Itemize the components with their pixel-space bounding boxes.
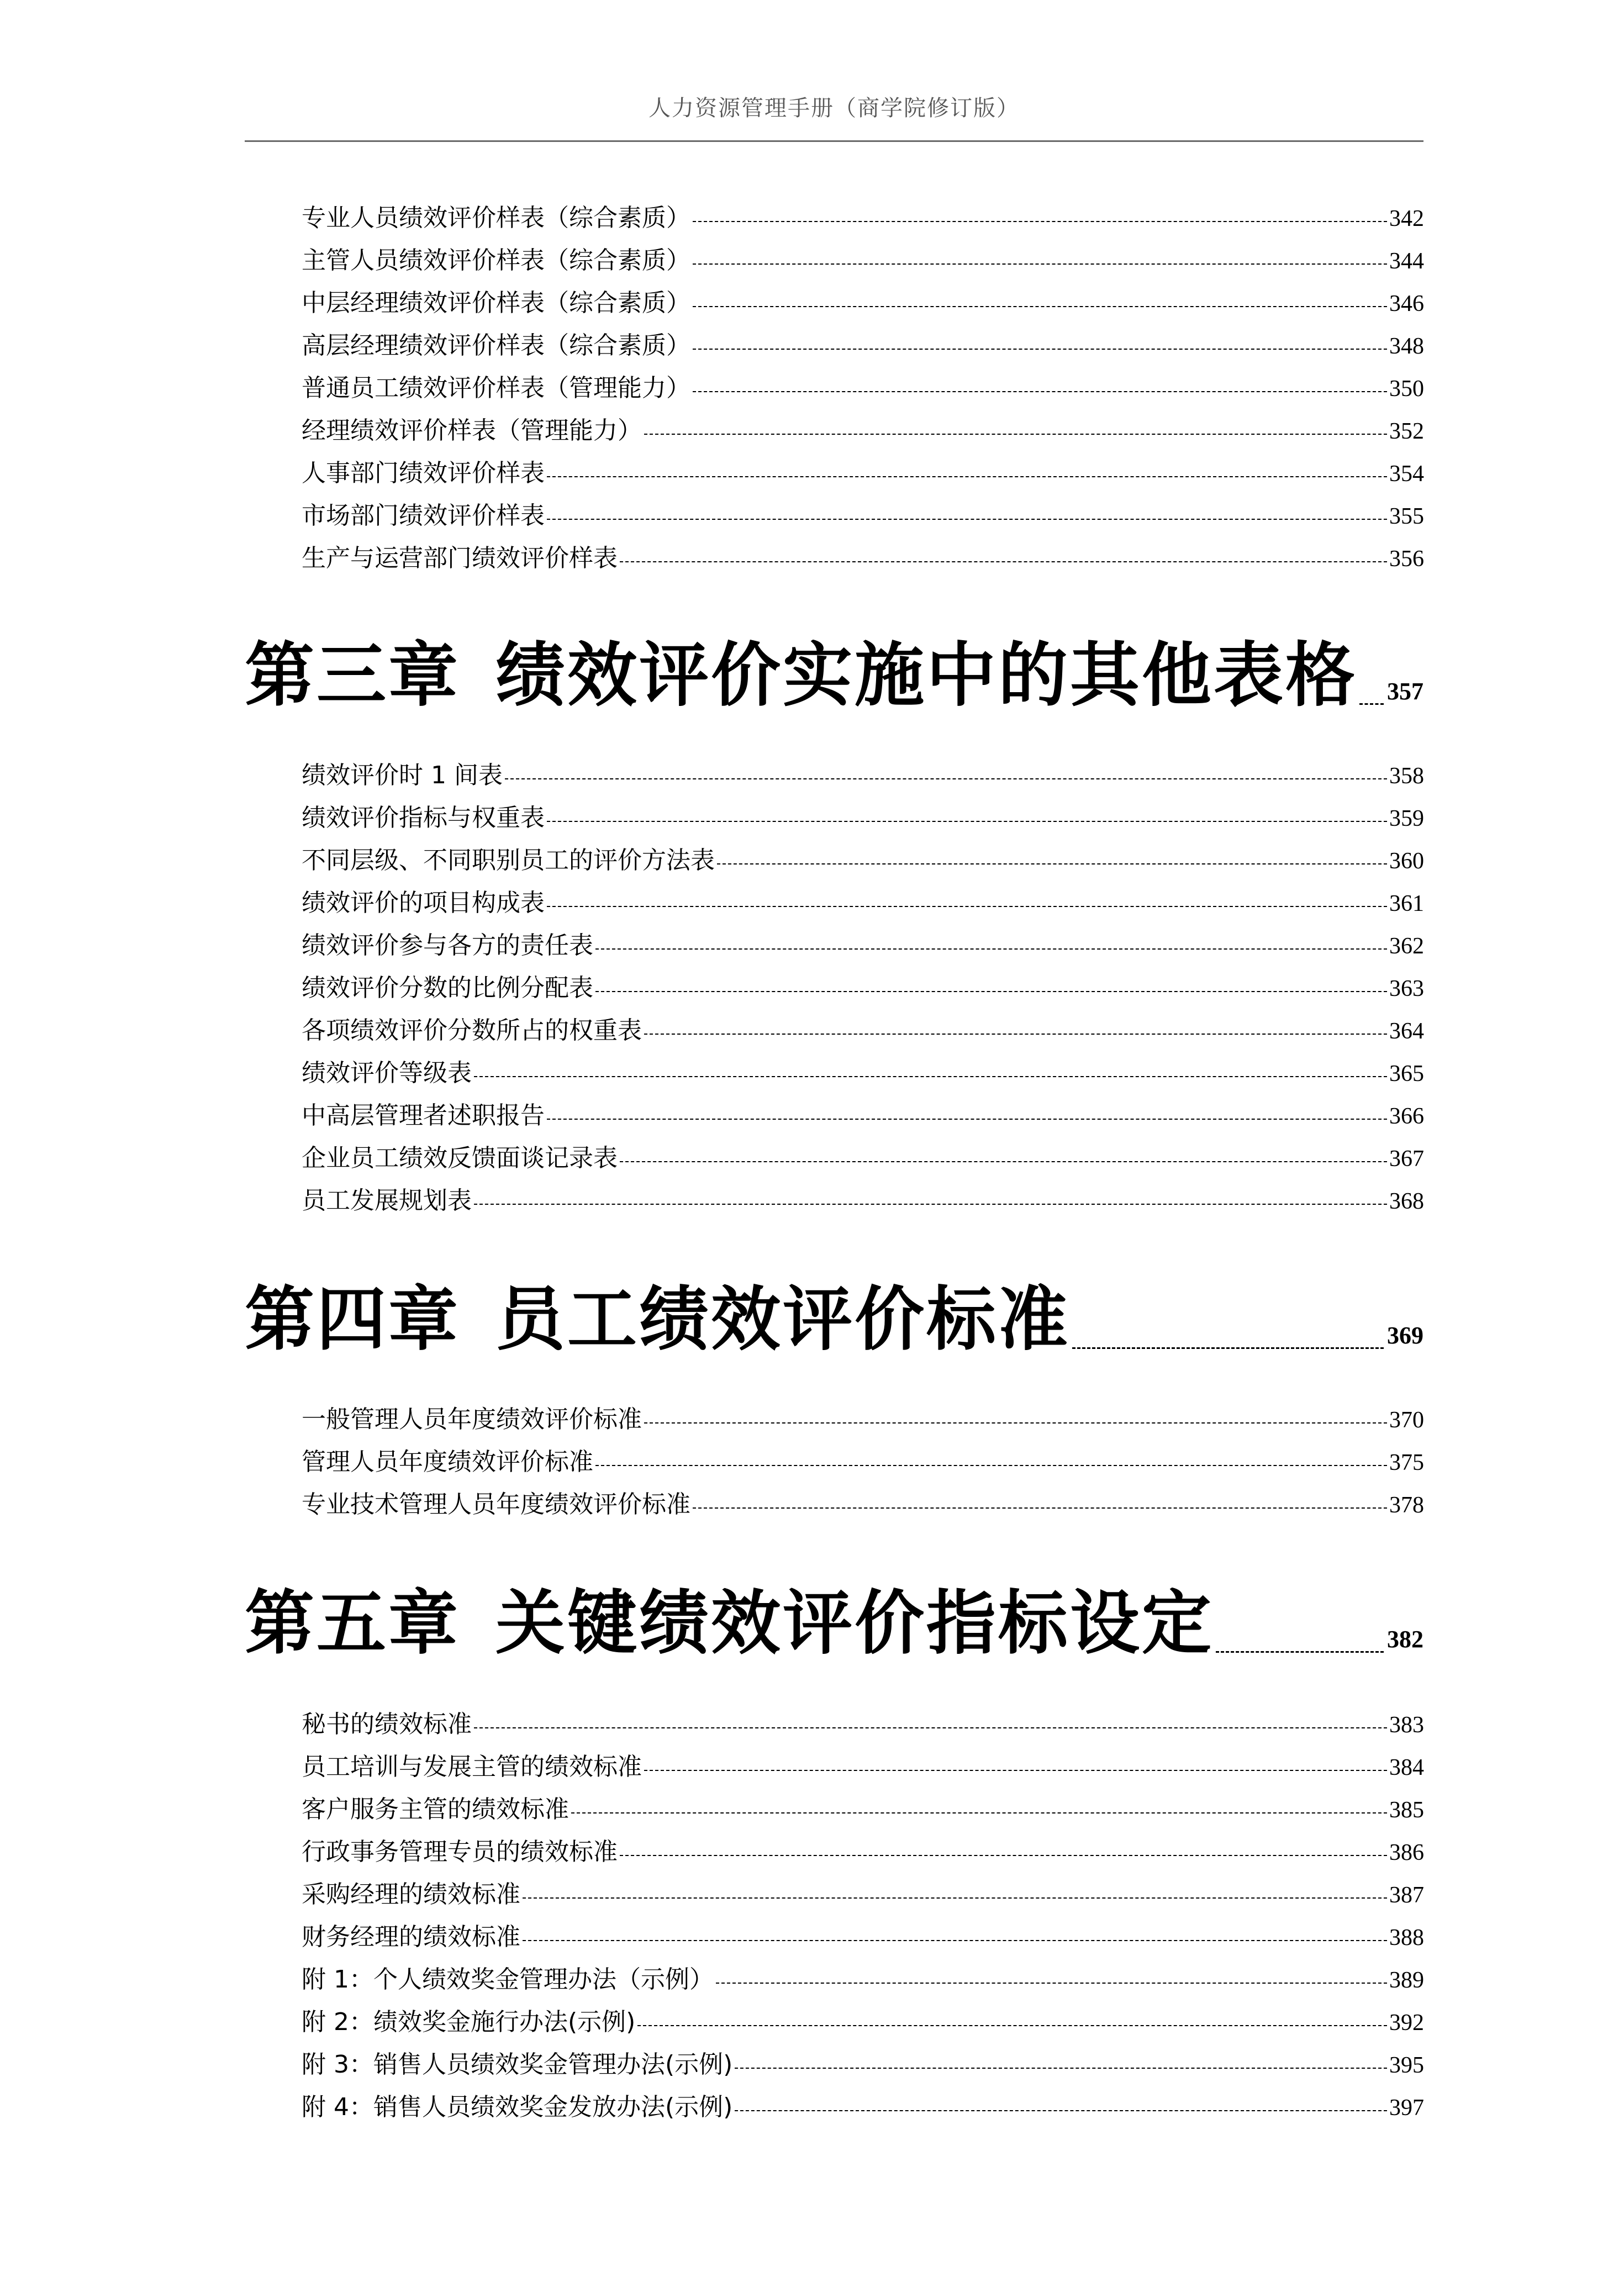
toc-entry-title: 附 3：销售人员绩效奖金管理办法(示例) — [302, 2050, 733, 2079]
toc-entry-page: 342 — [1389, 206, 1424, 231]
dot-leader — [523, 1940, 1387, 1941]
running-header: 人力资源管理手册（商学院修订版） — [648, 96, 1020, 121]
toc-entry[interactable] — [302, 882, 1424, 924]
toc-entry[interactable] — [302, 2043, 1424, 2086]
toc-entry[interactable] — [302, 1873, 1424, 1916]
toc-entry-page: 354 — [1389, 461, 1424, 487]
chapter-heading[interactable] — [245, 1273, 1423, 1367]
dot-leader — [474, 1204, 1387, 1205]
dot-leader — [717, 863, 1387, 864]
toc-entry-page: 355 — [1389, 504, 1424, 529]
toc-entry[interactable] — [302, 1398, 1424, 1441]
toc-entry[interactable] — [302, 967, 1424, 1009]
toc-entry-title: 绩效评价分数的比例分配表 — [302, 974, 593, 1002]
dot-leader — [547, 821, 1387, 822]
toc-entry-page: 360 — [1389, 848, 1424, 874]
toc-entry[interactable] — [302, 1137, 1424, 1179]
toc-entry-page: 385 — [1389, 1797, 1424, 1823]
toc-entry-page: 356 — [1389, 546, 1424, 572]
toc-entry-page: 383 — [1389, 1712, 1424, 1738]
toc-entry-title: 绩效评价的项目构成表 — [302, 889, 545, 917]
dot-leader — [644, 1034, 1387, 1035]
chapter-title: 绩效评价实施中的其他表格 — [495, 635, 1357, 716]
toc-entry[interactable] — [302, 1831, 1424, 1873]
toc-entry-title: 绩效评价时 1 间表 — [302, 761, 503, 789]
header-rule — [245, 140, 1423, 142]
toc-entry-title: 不同层级、不同职别员工的评价方法表 — [302, 846, 715, 874]
dot-leader — [620, 561, 1387, 562]
dot-leader — [693, 306, 1387, 307]
toc-entry-title: 中层经理绩效评价样表（综合素质） — [302, 289, 690, 317]
toc-entry-page: 389 — [1389, 1968, 1424, 1993]
toc-entry[interactable] — [302, 239, 1424, 282]
dot-leader — [620, 1855, 1387, 1856]
chapter-page: 369 — [1387, 1322, 1423, 1349]
toc-entry-page: 388 — [1389, 1925, 1424, 1950]
chapter-page: 382 — [1387, 1626, 1423, 1653]
toc-entry-page: 350 — [1389, 376, 1424, 402]
toc-entry-title: 主管人员绩效评价样表（综合素质） — [302, 246, 690, 275]
chapter-heading[interactable] — [245, 629, 1423, 723]
toc-entry[interactable] — [302, 1958, 1424, 2001]
toc-entry-title: 市场部门绩效评价样表 — [302, 502, 545, 530]
toc-entry-page: 346 — [1389, 291, 1424, 317]
toc-entry[interactable] — [302, 537, 1424, 579]
toc-entry-title: 生产与运营部门绩效评价样表 — [302, 544, 618, 572]
toc-entry[interactable] — [302, 924, 1424, 967]
toc-entry-page: 361 — [1389, 891, 1424, 916]
toc-entry[interactable] — [302, 282, 1424, 324]
toc-entry-page: 344 — [1389, 249, 1424, 274]
toc-entry[interactable] — [302, 797, 1424, 839]
toc-entry-title: 专业人员绩效评价样表（综合素质） — [302, 204, 690, 232]
toc-entry-title: 人事部门绩效评价样表 — [302, 459, 545, 487]
toc-entry[interactable] — [302, 1094, 1424, 1137]
toc-entry[interactable] — [302, 839, 1424, 882]
toc-entry[interactable] — [302, 754, 1424, 797]
dot-leader — [547, 1119, 1387, 1120]
toc-entry-page: 370 — [1389, 1407, 1424, 1433]
dot-leader — [547, 906, 1387, 907]
toc-entry-title: 经理绩效评价样表（管理能力） — [302, 417, 642, 445]
toc-entry-title: 员工培训与发展主管的绩效标准 — [302, 1753, 642, 1781]
toc-entry-title: 采购经理的绩效标准 — [302, 1880, 520, 1909]
toc-entry-page: 392 — [1389, 2010, 1424, 2036]
dot-leader — [1359, 703, 1384, 705]
chapter-page: 357 — [1387, 678, 1423, 705]
chapter-title: 关键绩效评价指标设定 — [495, 1583, 1214, 1664]
toc-entry-title: 绩效评价参与各方的责任表 — [302, 931, 593, 960]
toc-entry[interactable] — [302, 409, 1424, 452]
dot-leader — [523, 1897, 1387, 1899]
toc-entry-title: 普通员工绩效评价样表（管理能力） — [302, 374, 690, 402]
dot-leader — [644, 1422, 1387, 1424]
toc-entry-title: 高层经理绩效评价样表（综合素质） — [302, 331, 690, 360]
toc-entry[interactable] — [302, 1703, 1424, 1746]
toc-entry-title: 中高层管理者述职报告 — [302, 1101, 545, 1130]
toc-entry-page: 375 — [1389, 1450, 1424, 1475]
chapter-number: 第四章 — [245, 1279, 460, 1360]
dot-leader — [644, 434, 1387, 435]
dot-leader — [505, 778, 1387, 779]
chapter-number: 第三章 — [245, 635, 460, 716]
toc-entry-title: 附 2：绩效奖金施行办法(示例) — [302, 2008, 636, 2036]
toc-entry[interactable] — [302, 1483, 1424, 1526]
toc-entry-page: 387 — [1389, 1883, 1424, 1908]
toc-entry-title: 客户服务主管的绩效标准 — [302, 1795, 569, 1823]
chapter-heading[interactable] — [245, 1577, 1423, 1670]
dot-leader — [1216, 1651, 1384, 1653]
dot-leader — [693, 263, 1387, 265]
toc-entry[interactable] — [302, 1916, 1424, 1958]
dot-leader — [547, 519, 1387, 520]
toc-entry-page: 386 — [1389, 1840, 1424, 1865]
dot-leader — [735, 2110, 1387, 2111]
dot-leader — [1072, 1347, 1384, 1349]
toc-entry-title: 一般管理人员年度绩效评价标准 — [302, 1405, 642, 1433]
toc-entry[interactable] — [302, 197, 1424, 239]
toc-entry-page: 365 — [1389, 1061, 1424, 1087]
toc-entry-title: 财务经理的绩效标准 — [302, 1923, 520, 1951]
toc-entry-title: 行政事务管理专员的绩效标准 — [302, 1838, 618, 1866]
toc-entry-page: 363 — [1389, 976, 1424, 1001]
toc-entry-page: 378 — [1389, 1493, 1424, 1518]
toc-entry[interactable] — [302, 324, 1424, 367]
toc-entry-title: 企业员工绩效反馈面谈记录表 — [302, 1144, 618, 1172]
toc-entry-title: 管理人员年度绩效评价标准 — [302, 1448, 593, 1476]
dot-leader — [637, 2025, 1387, 2026]
toc-entry-page: 362 — [1389, 934, 1424, 959]
toc-entry[interactable] — [302, 1179, 1424, 1222]
dot-leader — [693, 391, 1387, 392]
dot-leader — [571, 1812, 1387, 1813]
toc-entry-title: 绩效评价指标与权重表 — [302, 804, 545, 832]
toc-entry-title: 秘书的绩效标准 — [302, 1710, 472, 1738]
chapter-number: 第五章 — [245, 1583, 460, 1664]
toc-entry-page: 367 — [1389, 1146, 1424, 1172]
toc-entry[interactable] — [302, 1441, 1424, 1483]
dot-leader — [547, 476, 1387, 477]
dot-leader — [595, 991, 1387, 992]
dot-leader — [693, 349, 1387, 350]
toc-entry[interactable] — [302, 2001, 1424, 2043]
toc-entry-page: 384 — [1389, 1755, 1424, 1780]
dot-leader — [644, 1770, 1387, 1771]
toc-entry-page: 358 — [1389, 763, 1424, 789]
chapter-title: 员工绩效评价标准 — [495, 1279, 1070, 1360]
dot-leader — [693, 1507, 1387, 1509]
dot-leader — [595, 1465, 1387, 1466]
toc-entry-page: 397 — [1389, 2095, 1424, 2121]
toc-entry[interactable] — [302, 1052, 1424, 1094]
dot-leader — [620, 1161, 1387, 1162]
toc-entry[interactable] — [302, 494, 1424, 537]
dot-leader — [716, 1983, 1387, 1984]
toc-entry-page: 368 — [1389, 1189, 1424, 1214]
dot-leader — [474, 1727, 1387, 1728]
toc-entry-page: 348 — [1389, 334, 1424, 359]
dot-leader — [595, 948, 1387, 950]
dot-leader — [693, 221, 1387, 222]
toc-entry-page: 359 — [1389, 806, 1424, 831]
toc-entry-title: 专业技术管理人员年度绩效评价标准 — [302, 1490, 690, 1519]
toc-entry-page: 366 — [1389, 1104, 1424, 1129]
toc-entry-title: 绩效评价等级表 — [302, 1059, 472, 1087]
toc-entry-title: 员工发展规划表 — [302, 1187, 472, 1215]
toc-entry[interactable] — [302, 1746, 1424, 1788]
toc-entry-page: 364 — [1389, 1019, 1424, 1044]
toc-entry[interactable] — [302, 1009, 1424, 1052]
toc-entry-title: 附 4：销售人员绩效奖金发放办法(示例) — [302, 2093, 733, 2121]
toc-entry[interactable] — [302, 1788, 1424, 1831]
toc-entry-title: 各项绩效评价分数所占的权重表 — [302, 1016, 642, 1045]
toc-entry[interactable] — [302, 367, 1424, 409]
toc-entry-page: 352 — [1389, 419, 1424, 444]
toc-entry[interactable] — [302, 2086, 1424, 2128]
dot-leader — [474, 1076, 1387, 1077]
dot-leader — [735, 2068, 1387, 2069]
toc-entry-page: 395 — [1389, 2053, 1424, 2078]
toc-entry-title: 附 1：个人绩效奖金管理办法（示例） — [302, 1965, 714, 1994]
toc-entry[interactable] — [302, 452, 1424, 494]
